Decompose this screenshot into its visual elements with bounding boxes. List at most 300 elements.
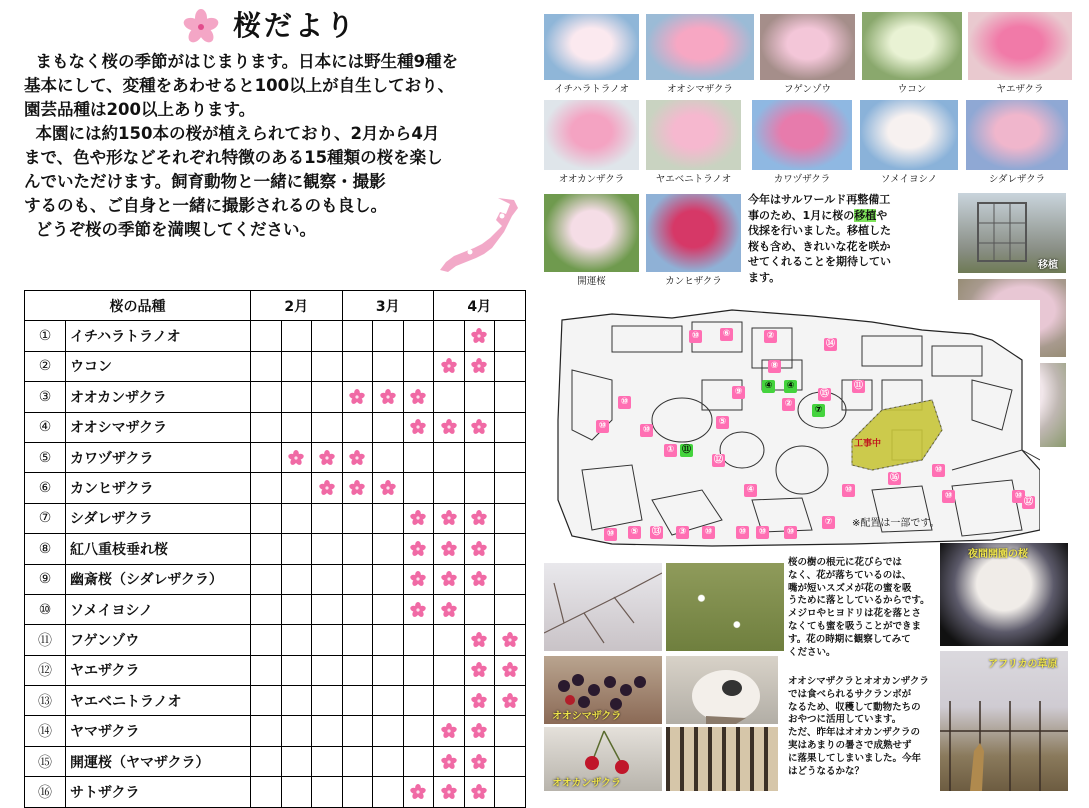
bloom-slot (434, 655, 465, 685)
bloom-slot (373, 594, 404, 624)
bloom-slot (403, 655, 434, 685)
note-line: なくても蜜を吸うことができま (788, 620, 922, 632)
bloom-slot (464, 686, 495, 716)
variety-name: ソメイヨシノ (66, 594, 251, 624)
month-header: 4月 (434, 291, 526, 321)
bloom-slot (281, 716, 312, 746)
month-header: 3月 (342, 291, 434, 321)
bloom-slot (434, 351, 465, 381)
bloom-slot (312, 382, 343, 412)
bloom-slot (464, 534, 495, 564)
sakura-icon (441, 754, 457, 770)
sakura-icon (441, 510, 457, 526)
bloom-slot (251, 503, 282, 533)
bloom-slot (251, 321, 282, 351)
photo-caption: ソメイヨシノ (880, 174, 938, 185)
sakura-icon (349, 480, 365, 496)
bloom-slot (464, 655, 495, 685)
intro-line: まで、色や形などそれぞれ特徴のある15種類の桜を楽し (24, 148, 443, 167)
bloom-slot (434, 746, 465, 776)
bloom-slot (495, 777, 526, 807)
bloom-slot (251, 382, 282, 412)
variety-name: 幽斎桜（シダレザクラ） (66, 564, 251, 594)
note-line: 伐採を行いました。移植した (748, 224, 891, 237)
bloom-slot (312, 746, 343, 776)
sakura-icon (441, 571, 457, 587)
bloom-slot (495, 503, 526, 533)
intro-line: 本園には約150本の桜が植えられており、2月から4月 (35, 124, 440, 143)
variety-number: ⑬ (25, 686, 66, 716)
sakura-icon (349, 450, 365, 466)
bloom-slot (312, 777, 343, 807)
bloom-slot (403, 746, 434, 776)
bloom-slot (342, 746, 373, 776)
bloom-slot (373, 321, 404, 351)
bloom-slot (251, 655, 282, 685)
note-line: 今年はサルワールド再整備工 (748, 193, 891, 206)
map-pin: ② (764, 330, 777, 343)
note-line: 実はあまりの暑さで成熟せず (788, 739, 912, 751)
intro-line: どうぞ桜の季節を満喫してください。 (35, 220, 316, 239)
bloom-slot (373, 412, 404, 442)
bloom-slot (312, 716, 343, 746)
sakura-icon (471, 541, 487, 557)
schedule-body (25, 321, 526, 807)
bloom-slot (251, 625, 282, 655)
bloom-slot (434, 503, 465, 533)
note-line: では食べられるサクランボが (788, 688, 912, 700)
bloom-slot (342, 534, 373, 564)
variety-name: オオカンザクラ (66, 382, 251, 412)
bloom-slot (464, 442, 495, 472)
map-pin: ⑩ (640, 424, 653, 437)
bloom-slot (312, 412, 343, 442)
table-row (25, 534, 526, 564)
sakura-icon (319, 450, 335, 466)
transplant-note (748, 192, 948, 285)
bloom-slot (373, 777, 404, 807)
variety-number: ① (25, 321, 66, 351)
note-line: 嘴が短いスズメが花の蜜を吸 (788, 582, 912, 594)
variety-name: 紅八重枝垂れ桜 (66, 534, 251, 564)
bloom-slot (434, 686, 465, 716)
sakura-icon (441, 358, 457, 374)
bloom-slot (434, 473, 465, 503)
bloom-slot (251, 412, 282, 442)
variety-name: ヤエザクラ (66, 655, 251, 685)
note-line: うために落としているからです。 (788, 595, 930, 607)
bloom-slot (495, 625, 526, 655)
table-row (25, 412, 526, 442)
sakura-photo (860, 100, 958, 170)
photo-caption: オオシマザクラ (667, 84, 733, 95)
note-line: せてくれることを期待してい (748, 255, 891, 268)
bloom-slot (373, 716, 404, 746)
map-pin: ① (664, 444, 677, 457)
zoo-map (552, 300, 1040, 552)
bloom-slot (312, 625, 343, 655)
bloom-slot (495, 321, 526, 351)
cherries-photo-2 (544, 727, 662, 791)
bloom-slot (464, 382, 495, 412)
map-pin: ⑮ (819, 389, 829, 399)
table-row (25, 473, 526, 503)
map-pin: ⑩ (702, 526, 715, 539)
map-pin: ⑨ (732, 386, 745, 399)
cherries-photo-1 (544, 656, 662, 724)
map-pin: ⑩ (784, 526, 797, 539)
table-row (25, 503, 526, 533)
note-line: に落果してしまいました。今年 (788, 752, 922, 764)
sakura-icon (471, 662, 487, 678)
variety-number: ⑨ (25, 564, 66, 594)
bloom-slot (312, 594, 343, 624)
map-pin: ④ (744, 484, 757, 497)
table-row (25, 777, 526, 807)
photo-caption: ウコン (897, 84, 927, 95)
map-pin: ⑩ (932, 464, 945, 477)
sakura-photo (760, 14, 855, 80)
bloom-slot (464, 777, 495, 807)
sakura-photo (544, 194, 639, 272)
bloom-slot (342, 564, 373, 594)
map-pin: ⑥ (720, 328, 733, 341)
photo-tag: アフリカの草原 (988, 659, 1058, 670)
savanna-photo (940, 651, 1068, 791)
bloom-slot (281, 655, 312, 685)
bloom-slot (312, 503, 343, 533)
bloom-slot (251, 534, 282, 564)
sakura-icon (410, 389, 426, 405)
bloom-slot (251, 594, 282, 624)
variety-name: オオシマザクラ (66, 412, 251, 442)
variety-name: フゲンゾウ (66, 625, 251, 655)
bloom-slot (434, 412, 465, 442)
variety-number: ⑮ (25, 746, 66, 776)
map-pin: ⑩ (736, 526, 749, 539)
bloom-slot (495, 746, 526, 776)
bloom-slot (403, 412, 434, 442)
bloom-slot (464, 716, 495, 746)
bloom-slot (342, 442, 373, 472)
note-line: おやつに活用しています。 (788, 714, 902, 726)
bloom-slot (373, 746, 404, 776)
bloom-slot (312, 442, 343, 472)
bloom-slot (464, 625, 495, 655)
bloom-slot (281, 625, 312, 655)
intro-line: するのも、ご自身と一緒に撮影されるのも良し。 (24, 196, 387, 215)
table-row (25, 655, 526, 685)
bloom-slot (403, 777, 434, 807)
bloom-slot (251, 746, 282, 776)
sakura-icon (471, 754, 487, 770)
sakura-photo (862, 12, 962, 80)
note-line: はどうなるかな？ (788, 765, 865, 777)
photo-caption: カワヅザクラ (773, 174, 831, 185)
bloom-slot (434, 564, 465, 594)
bloom-slot (434, 321, 465, 351)
bloom-slot (403, 594, 434, 624)
bloom-slot (342, 655, 373, 685)
variety-name: ウコン (66, 351, 251, 381)
table-row (25, 746, 526, 776)
bloom-slot (281, 503, 312, 533)
sakura-icon (410, 784, 426, 800)
bloom-slot (373, 351, 404, 381)
bloom-slot (312, 351, 343, 381)
map-pin: ③ (676, 526, 689, 539)
bloom-slot (281, 564, 312, 594)
variety-number: ③ (25, 382, 66, 412)
bloom-slot (464, 351, 495, 381)
bloom-slot (495, 534, 526, 564)
bloom-slot (434, 625, 465, 655)
bloom-slot (434, 777, 465, 807)
table-row (25, 442, 526, 472)
photo-caption: ヤエベニトラノオ (655, 174, 732, 185)
photo-tag: 夜間開園の桜 (968, 549, 1028, 560)
building-photo (958, 193, 1066, 273)
variety-number: ⑩ (25, 594, 66, 624)
table-row (25, 686, 526, 716)
sakura-icon (471, 632, 487, 648)
map-pin: ④ (784, 380, 797, 393)
table-row (25, 564, 526, 594)
table-header-row (25, 291, 526, 321)
sakura-icon (502, 662, 518, 678)
bloom-slot (251, 716, 282, 746)
bloom-slot (312, 686, 343, 716)
bloom-slot (373, 564, 404, 594)
variety-number: ⑧ (25, 534, 66, 564)
sakura-icon (410, 541, 426, 557)
note-line: ただ、昨年はオオカンザクラの (788, 727, 921, 739)
variety-name: ヤマザクラ (66, 716, 251, 746)
photo-caption: フゲンゾウ (783, 84, 832, 95)
sakura-photo (544, 14, 639, 80)
bloom-slot (403, 534, 434, 564)
bloom-slot (251, 686, 282, 716)
fallen-petals-photo (666, 563, 784, 651)
table-row (25, 625, 526, 655)
bloom-slot (251, 351, 282, 381)
intro-line: 基本にして、変種をあわせると100以上が自生しており、 (24, 76, 455, 95)
note-line: なるため、収穫して動物たちの (788, 701, 921, 713)
map-pin: ⑤ (716, 416, 729, 429)
variety-number: ⑫ (25, 655, 66, 685)
map-pin: ⑬ (651, 527, 661, 537)
variety-name: サトザクラ (66, 777, 251, 807)
bloom-slot (373, 503, 404, 533)
table-row (25, 382, 526, 412)
construction-label: 工事中 (854, 439, 882, 449)
photo-caption: オオカンザクラ (558, 174, 625, 185)
note-line: オオシマザクラとオオカンザクラ (788, 676, 929, 687)
cockatoo-photo (666, 656, 778, 724)
map-pin: ⑫ (713, 455, 723, 465)
map-pin: ④ (762, 380, 775, 393)
sakura-photo (544, 100, 639, 170)
sakura-icon (471, 328, 487, 344)
page-title (0, 4, 540, 45)
bloom-slot (281, 594, 312, 624)
bloom-slot (464, 321, 495, 351)
note-line: 事のため、1月に桜の移植や (748, 208, 888, 222)
table-row (25, 716, 526, 746)
photo-caption: イチハラトラノオ (553, 84, 630, 95)
sakura-icon (410, 510, 426, 526)
bloom-slot (464, 594, 495, 624)
variety-number: ⑪ (25, 625, 66, 655)
bloom-slot (281, 351, 312, 381)
sakura-icon (349, 389, 365, 405)
bloom-slot (342, 503, 373, 533)
variety-number: ⑦ (25, 503, 66, 533)
bloom-slot (342, 382, 373, 412)
month-header: 2月 (251, 291, 343, 321)
variety-number: ⑭ (25, 716, 66, 746)
bloom-slot (342, 625, 373, 655)
cherry-note (788, 676, 940, 778)
sakura-photo (966, 100, 1068, 170)
bloom-slot (495, 564, 526, 594)
bloom-slot (403, 686, 434, 716)
bloom-slot (495, 442, 526, 472)
sakura-icon (502, 632, 518, 648)
variety-name: 開運桜（ヤマザクラ） (66, 746, 251, 776)
bloom-slot (434, 594, 465, 624)
sakura-icon (410, 419, 426, 435)
bloom-slot (312, 321, 343, 351)
bloom-slot (403, 564, 434, 594)
sakura-icon (502, 693, 518, 709)
bloom-slot (342, 351, 373, 381)
map-pin: ⑯ (889, 473, 899, 483)
note-line: なく、花が落ちているのは、 (788, 569, 912, 581)
variety-name: カワヅザクラ (66, 442, 251, 472)
variety-number: ⑤ (25, 442, 66, 472)
table-row (25, 321, 526, 351)
photo-caption: カンヒザクラ (665, 276, 722, 287)
sakura-icon (183, 9, 219, 45)
bloom-slot (495, 655, 526, 685)
sakura-photo (968, 12, 1072, 80)
variety-number: ② (25, 351, 66, 381)
bloom-slot (403, 321, 434, 351)
sakura-icon (471, 419, 487, 435)
variety-number: ④ (25, 412, 66, 442)
sakura-photo (646, 14, 754, 80)
photo-caption: 開運桜 (577, 276, 606, 287)
bloom-slot (495, 382, 526, 412)
bloom-slot (495, 412, 526, 442)
bloom-slot (281, 534, 312, 564)
bloom-slot (251, 473, 282, 503)
bloom-slot (281, 686, 312, 716)
bloom-slot (434, 534, 465, 564)
map-pin: ⑩ (618, 396, 631, 409)
photo-tag: オオカンザクラ (552, 778, 621, 789)
bloom-slot (251, 564, 282, 594)
bloom-slot (281, 321, 312, 351)
bloom-schedule-table (24, 290, 526, 808)
sakura-icon (471, 723, 487, 739)
map-pin: ⑤ (628, 526, 641, 539)
bloom-slot (342, 412, 373, 442)
bloom-slot (342, 321, 373, 351)
sakura-icon (288, 450, 304, 466)
variety-name: ヤエベニトラノオ (66, 686, 251, 716)
bloom-slot (464, 412, 495, 442)
intro-line: んでいただけます。飼育動物と一緒に観察・撮影 (24, 172, 386, 191)
bloom-slot (312, 534, 343, 564)
photo-caption: ヤエザクラ (996, 84, 1044, 95)
sakura-photo (646, 194, 741, 272)
bloom-slot (403, 382, 434, 412)
bloom-slot (434, 382, 465, 412)
note-line: メジロやヒヨドリは花を落とさ (788, 608, 922, 620)
map-drawing (552, 300, 1040, 552)
bloom-slot (281, 382, 312, 412)
map-pin: ⑩ (942, 490, 955, 503)
bloom-slot (342, 716, 373, 746)
bloom-slot (373, 655, 404, 685)
bloom-slot (342, 594, 373, 624)
map-pin: ⑪ (681, 445, 691, 455)
variety-name: カンヒザクラ (66, 473, 251, 503)
variety-number: ⑯ (25, 777, 66, 807)
sakura-icon (471, 784, 487, 800)
map-pin: ⑩ (842, 484, 855, 497)
bloom-slot (312, 655, 343, 685)
map-pin: ⑭ (825, 339, 835, 349)
map-pin: ⑩ (604, 528, 617, 541)
bloom-slot (495, 686, 526, 716)
map-pin: ⑩ (689, 330, 702, 343)
note-line: ます。 (748, 270, 781, 284)
variety-number: ⑥ (25, 473, 66, 503)
variety-header: 桜の品種 (25, 291, 251, 321)
note-line: す。花の時期に観察してみて (788, 633, 911, 645)
map-pin: ⑩ (1012, 490, 1025, 503)
map-pin: ⑩ (756, 526, 769, 539)
sakura-photo (646, 100, 741, 170)
sakura-icon (441, 419, 457, 435)
sakura-icon (319, 480, 335, 496)
bloom-slot (281, 473, 312, 503)
sakura-icon (380, 480, 396, 496)
sakura-icon (471, 693, 487, 709)
table-row (25, 351, 526, 381)
bloom-slot (373, 686, 404, 716)
intro-line: まもなく桜の季節がはじまります。日本には野生種9種を (35, 52, 459, 71)
bloom-slot (373, 473, 404, 503)
title-text: 桜だより (232, 9, 357, 42)
map-pin: ⑪ (853, 381, 863, 391)
sakura-icon (441, 784, 457, 800)
note-line: 桜も含め、きれいな花を咲か (748, 239, 891, 253)
bloom-slot (403, 503, 434, 533)
japan-map-icon (436, 196, 526, 276)
map-pin: ⑧ (768, 360, 781, 373)
sakura-icon (471, 571, 487, 587)
plum-branch-photo (544, 563, 662, 651)
map-pin: ⑦ (812, 404, 825, 417)
sakura-icon (471, 358, 487, 374)
bloom-slot (342, 686, 373, 716)
map-pin: ② (782, 398, 795, 411)
bloom-slot (373, 534, 404, 564)
